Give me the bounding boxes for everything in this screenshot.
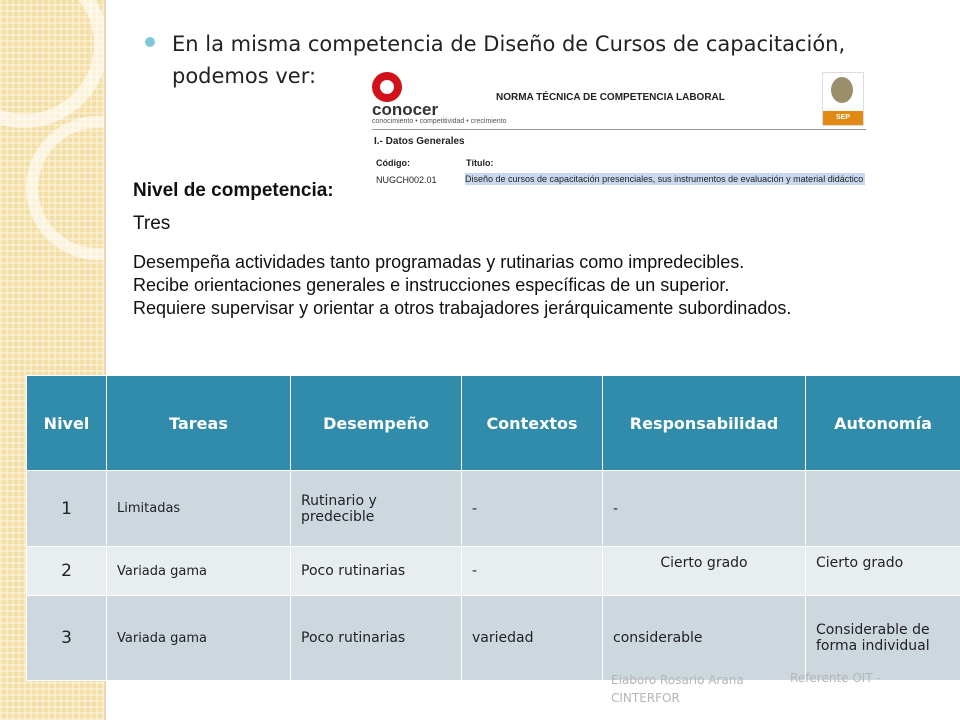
table-header-row bbox=[27, 376, 960, 471]
table-row bbox=[27, 596, 960, 681]
bullet-icon bbox=[145, 37, 155, 47]
footer-author bbox=[611, 671, 744, 707]
eagle-icon bbox=[831, 77, 853, 103]
conocer-tagline: conocimiento • competitividad • crecimiento bbox=[372, 118, 507, 125]
footer-reference: Referente OIT - bbox=[790, 671, 881, 685]
norm-document-header bbox=[366, 68, 866, 132]
description-line-2: Recibe orientaciones generales e instrucciones específicas de un superior. bbox=[133, 275, 730, 295]
sep-label: SEP bbox=[823, 111, 863, 125]
footer-author-line-2: CINTERFOR bbox=[611, 691, 680, 705]
description-line-3: Requiere supervisar y orientar a otros trabajadores jerárquicamente subordinados. bbox=[133, 298, 792, 318]
cell-tareas: Limitadas bbox=[107, 471, 291, 547]
cell-nivel: 3 bbox=[27, 596, 107, 681]
header-autonomia: Autonomía bbox=[806, 376, 960, 471]
intro-line-1: En la misma competencia de Diseño de Cursos de capacitación, bbox=[172, 32, 846, 56]
cell-responsabilidad: - bbox=[603, 471, 806, 547]
footer-author-line-1: Elaboro Rosario Arana bbox=[611, 673, 744, 687]
document-section-title: I.- Datos Generales bbox=[374, 136, 465, 147]
competency-levels-table bbox=[26, 375, 960, 681]
table-row bbox=[27, 547, 960, 596]
cell-desempeno: Rutinario y predecible bbox=[291, 471, 462, 547]
header-tareas: Tareas bbox=[107, 376, 291, 471]
cell-autonomia: Cierto grado bbox=[806, 547, 960, 596]
competency-level-description bbox=[133, 251, 943, 320]
intro-line-2: podemos ver: bbox=[172, 64, 317, 88]
cell-desempeno: Poco rutinarias bbox=[291, 596, 462, 681]
cell-tareas: Variada gama bbox=[107, 547, 291, 596]
description-line-1: Desempeña actividades tanto programadas y rutinarias como impredecibles. bbox=[133, 252, 745, 272]
competency-level-label: Nivel de competencia: bbox=[133, 180, 334, 201]
code-value: NUGCH002.01 bbox=[376, 175, 437, 185]
decorative-ring bbox=[0, 0, 106, 128]
header-desempeno: Desempeño bbox=[291, 376, 462, 471]
cell-autonomia: Considerable de forma individual bbox=[806, 596, 960, 681]
cell-nivel: 1 bbox=[27, 471, 107, 547]
cell-desempeno: Poco rutinarias bbox=[291, 547, 462, 596]
cell-nivel: 2 bbox=[27, 547, 107, 596]
document-divider bbox=[372, 129, 866, 130]
cell-responsabilidad: considerable bbox=[603, 596, 806, 681]
table-row bbox=[27, 471, 960, 547]
header-responsabilidad: Responsabilidad bbox=[603, 376, 806, 471]
decorative-ring bbox=[26, 116, 106, 260]
cell-contextos: variedad bbox=[462, 596, 603, 681]
code-label: Código: bbox=[376, 158, 410, 168]
government-seal bbox=[822, 72, 864, 126]
header-contextos: Contextos bbox=[462, 376, 603, 471]
cell-responsabilidad: Cierto grado bbox=[603, 547, 806, 596]
title-label: Título: bbox=[466, 158, 494, 168]
cell-contextos: - bbox=[462, 471, 603, 547]
header-nivel: Nivel bbox=[27, 376, 107, 471]
norm-title: NORMA TÉCNICA DE COMPETENCIA LABORAL bbox=[496, 92, 725, 103]
cell-tareas: Variada gama bbox=[107, 596, 291, 681]
conocer-logo-icon bbox=[372, 72, 402, 102]
cell-contextos: - bbox=[462, 547, 603, 596]
competency-level-value: Tres bbox=[133, 213, 171, 234]
title-value-highlighted: Diseño de cursos de capacitación presenciales, sus instrumentos de evaluación y material didáctico bbox=[465, 174, 864, 184]
cell-autonomia bbox=[806, 471, 960, 547]
conocer-logo-text: conocer bbox=[372, 100, 439, 119]
